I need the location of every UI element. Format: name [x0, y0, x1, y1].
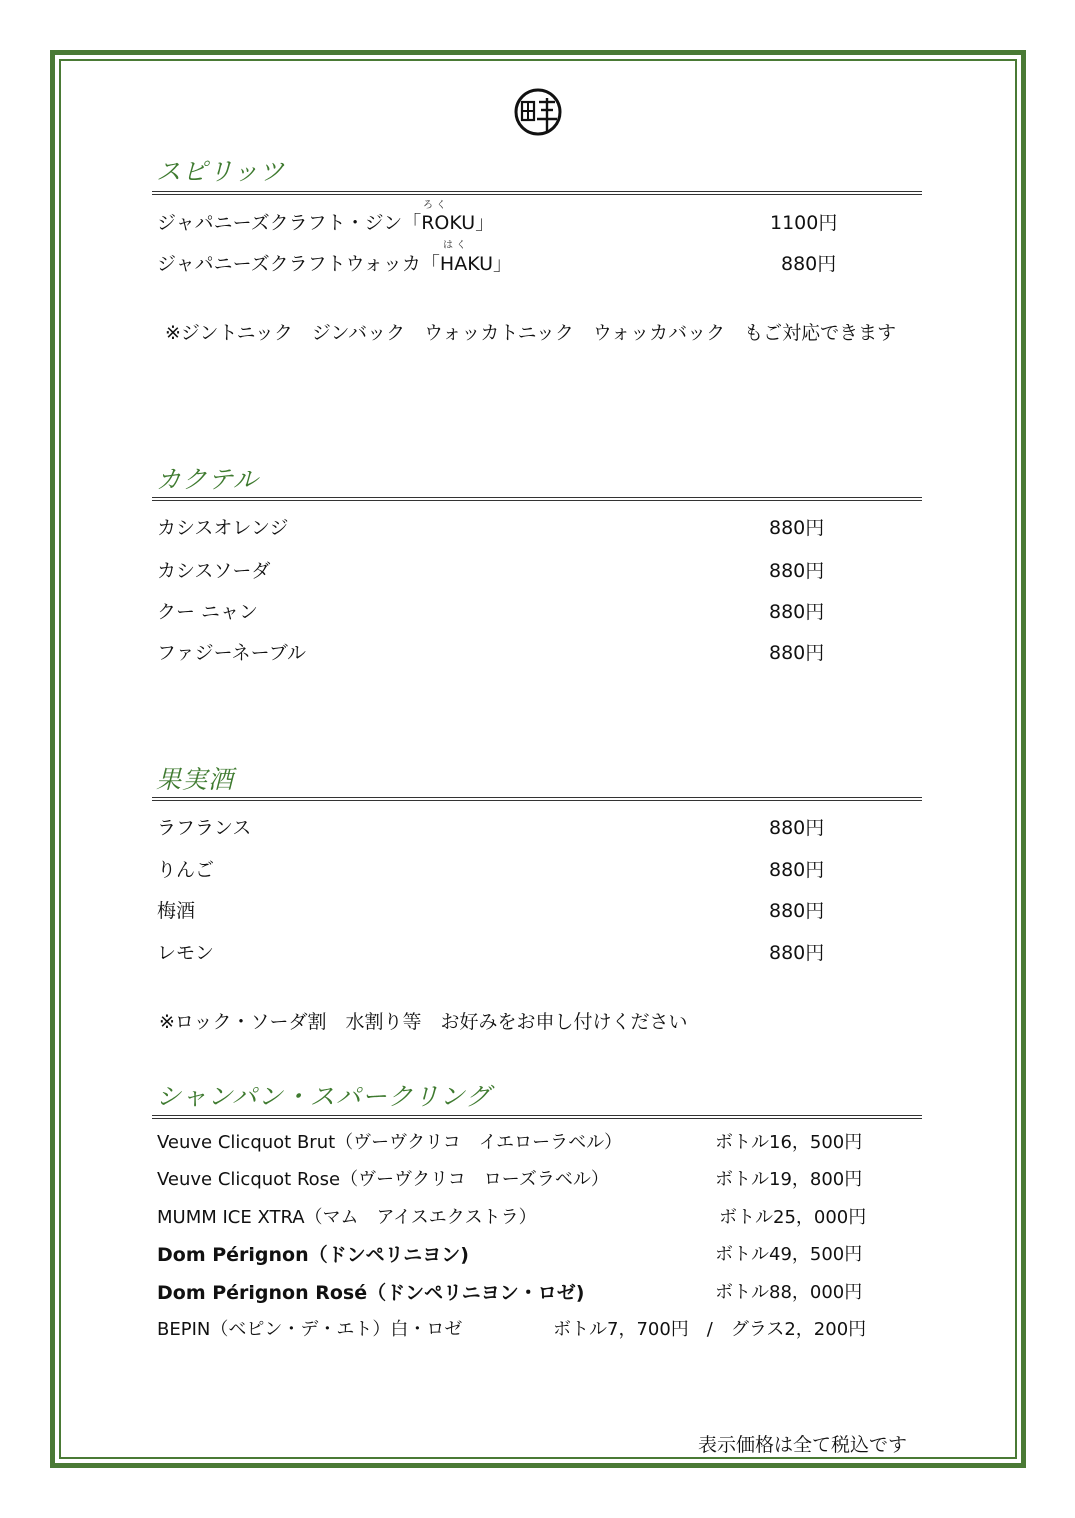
- menu-item-price: ボトル16，500円: [715, 1132, 863, 1153]
- menu-item: Dom Pérignon（ドンペリニヨン): [157, 1244, 469, 1266]
- section-rule: [152, 797, 922, 801]
- section-heading-spirits: スピリッツ: [156, 157, 286, 186]
- menu-item: ジャパニーズクラフト・ジン「ROKU」: [157, 212, 495, 234]
- menu-item-price: 880円: [769, 817, 825, 839]
- menu-item-price: 880円: [769, 942, 825, 964]
- section-rule: [152, 191, 922, 195]
- menu-item: レモン: [157, 942, 215, 964]
- menu-item-price: 880円: [769, 859, 825, 881]
- menu-item: ラフランス: [157, 817, 252, 839]
- menu-item: Veuve Clicquot Rose（ヴーヴクリコ ローズラベル）: [157, 1169, 609, 1190]
- menu-item-price: ボトル25，000円: [719, 1207, 867, 1228]
- menu-item-price: 880円: [769, 642, 825, 664]
- menu-item: りんご: [157, 859, 215, 881]
- menu-item: BEPIN（ベピン・デ・エト）白・ロゼ: [157, 1319, 463, 1340]
- section-rule: [152, 1115, 922, 1119]
- menu-item: カシスソーダ: [157, 560, 271, 582]
- section-heading-fruit-liquor: 果実酒: [156, 765, 235, 794]
- menu-item-price: 880円: [769, 601, 825, 623]
- menu-item: MUMM ICE XTRA（マム アイスエクストラ）: [157, 1207, 537, 1228]
- menu-item-price: ボトル19，800円: [715, 1169, 863, 1190]
- section-heading-cocktails: カクテル: [156, 465, 259, 494]
- menu-item-price: 880円: [769, 900, 825, 922]
- fruit-liquor-note: ※ロック・ソーダ割 水割り等 お好みをお申し付けください: [159, 1011, 688, 1033]
- menu-item: Dom Pérignon Rosé（ドンペリニヨン・ロゼ): [157, 1282, 585, 1304]
- menu-item-price: ボトル49，500円: [715, 1244, 863, 1265]
- spirits-note: ※ジントニック ジンバック ウォッカトニック ウォッカバック もご対応できます: [165, 322, 897, 344]
- menu-item-price: 880円: [769, 560, 825, 582]
- menu-item: ファジーネーブル: [157, 642, 306, 664]
- menu-item-price: 880円: [769, 517, 825, 539]
- section-heading-sparkling: シャンパン・スパークリング: [156, 1082, 492, 1111]
- menu-item: ジャパニーズクラフトウォッカ「HAKU」: [157, 253, 513, 275]
- menu-item: クー ニャン: [157, 601, 259, 623]
- ruby-haku: は く: [443, 240, 467, 251]
- menu-item-price: ボトル88，000円: [715, 1282, 863, 1303]
- menu-item: Veuve Clicquot Brut（ヴーヴクリコ イエローラベル）: [157, 1132, 623, 1153]
- menu-item: カシスオレンジ: [157, 517, 289, 539]
- section-rule: [152, 497, 922, 501]
- menu-item: 梅酒: [157, 900, 196, 922]
- menu-item-price: 1100円: [770, 212, 838, 234]
- tax-included-note: 表示価格は全て税込です: [698, 1434, 908, 1456]
- menu-item-price: ボトル7，700円 / グラス2，200円: [553, 1319, 867, 1340]
- brand-seal-icon: [513, 88, 563, 136]
- ruby-roku: ろ く: [423, 200, 447, 211]
- menu-item-price: 880円: [781, 253, 837, 275]
